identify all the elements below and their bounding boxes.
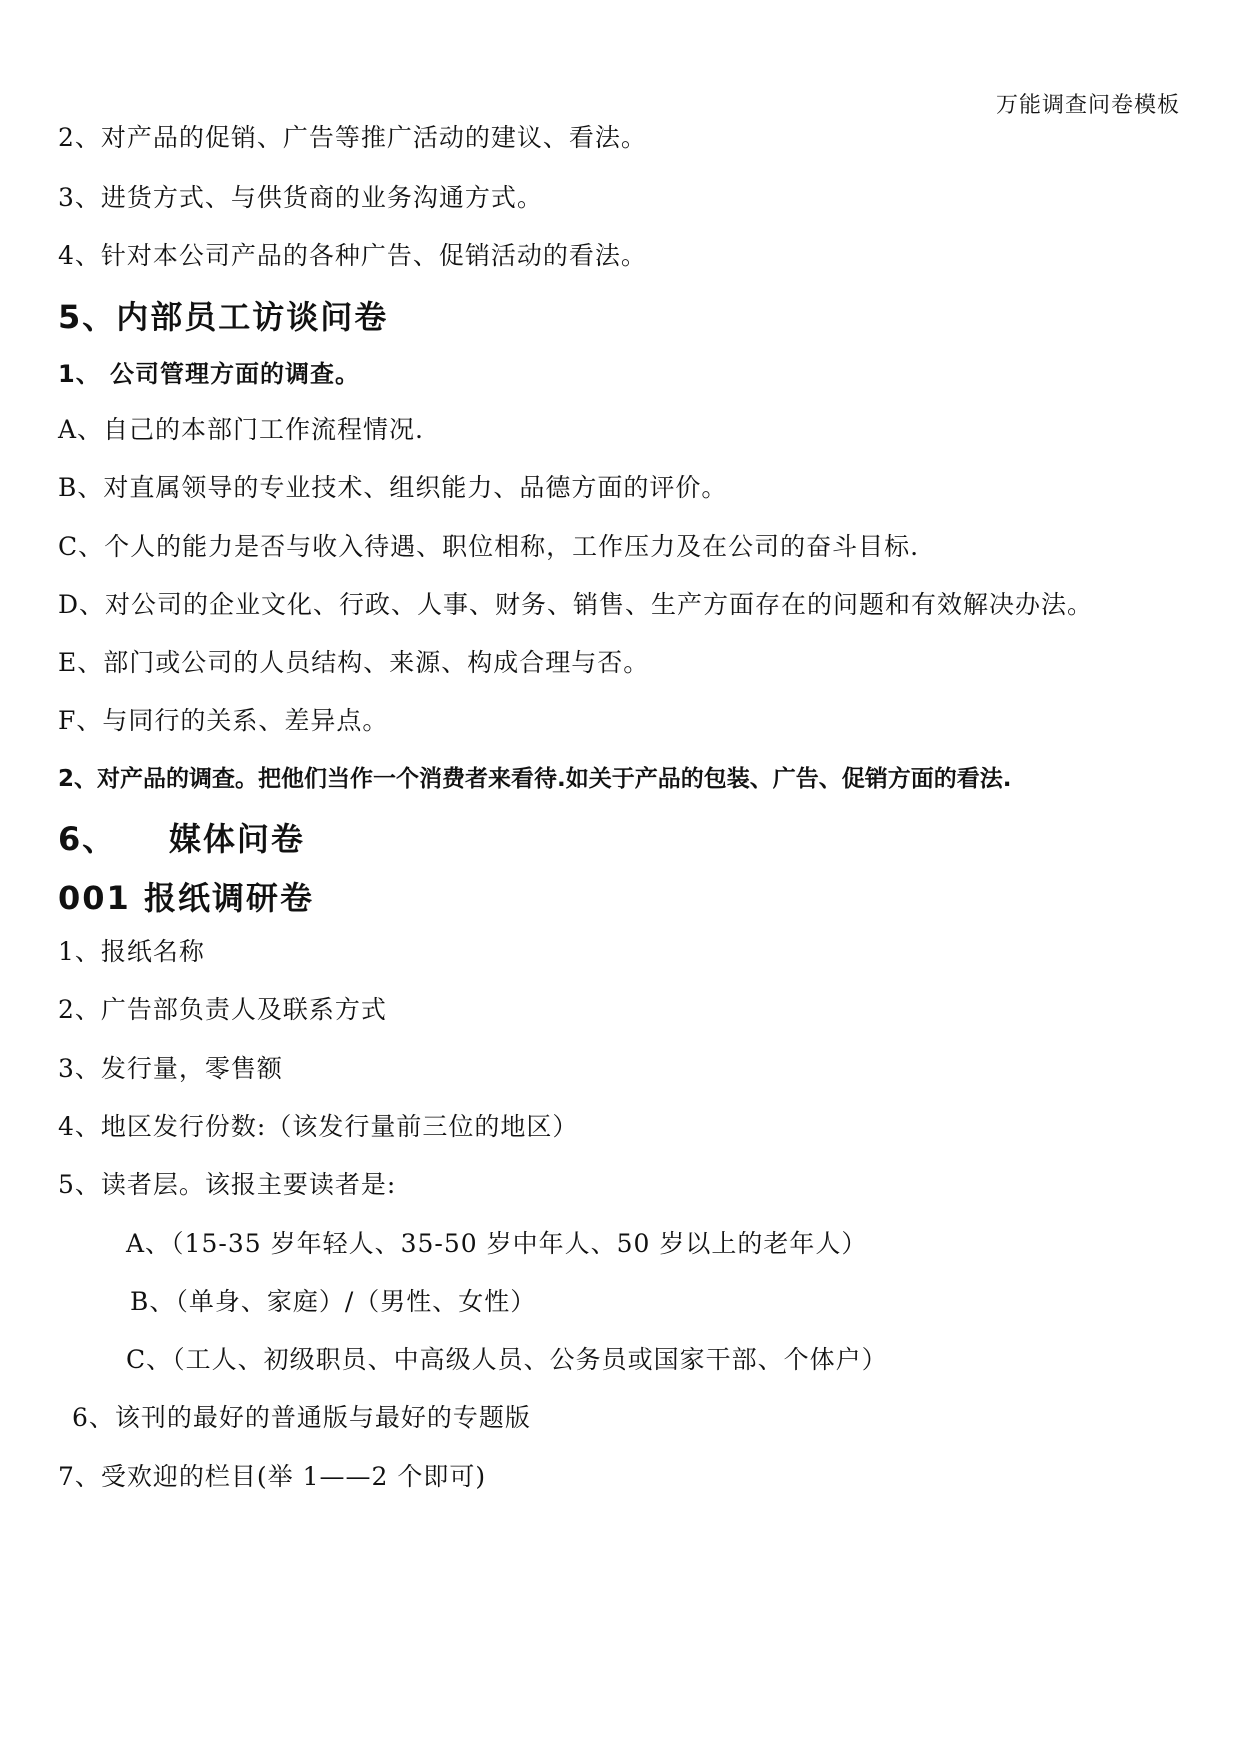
text-line: 2、广告部负责人及联系方式 bbox=[58, 995, 387, 1024]
text-line: F、与同行的关系、差异点。 bbox=[58, 706, 389, 735]
subheading-management: 1、 公司管理方面的调查。 bbox=[58, 360, 361, 388]
text-line: A、自己的本部门工作流程情况. bbox=[58, 415, 425, 444]
text-line: 3、进货方式、与供货商的业务沟通方式。 bbox=[58, 183, 543, 212]
text-line: 6、该刊的最好的普通版与最好的专题版 bbox=[72, 1403, 531, 1432]
text-line: 3、发行量，零售额 bbox=[58, 1054, 283, 1083]
text-line: A、（15-35 岁年轻人、35-50 岁中年人、50 岁以上的老年人） bbox=[126, 1229, 868, 1258]
text-line: 1、报纸名称 bbox=[58, 937, 205, 966]
text-line: 4、针对本公司产品的各种广告、促销活动的看法。 bbox=[58, 241, 647, 270]
section-heading-internal-staff: 5、内部员工访谈问卷 bbox=[58, 298, 389, 336]
text-line: B、（单身、家庭）/（男性、女性） bbox=[130, 1287, 537, 1316]
text-line: D、对公司的企业文化、行政、人事、财务、销售、生产方面存在的问题和有效解决办法。 bbox=[58, 590, 1094, 619]
text-line: E、部门或公司的人员结构、来源、构成合理与否。 bbox=[58, 648, 650, 677]
text-line: 4、地区发行份数:（该发行量前三位的地区） bbox=[58, 1112, 579, 1141]
text-line: C、个人的能力是否与收入待遇、职位相称，工作压力及在公司的奋斗目标. bbox=[58, 532, 920, 561]
page-header-title: 万能调查问卷模板 bbox=[995, 93, 1180, 118]
text-line: 7、受欢迎的栏目(举 1——2 个即可) bbox=[58, 1462, 487, 1491]
text-line: 2、对产品的促销、广告等推广活动的建议、看法。 bbox=[58, 123, 647, 152]
text-line: C、（工人、初级职员、中高级人员、公务员或国家干部、个体户） bbox=[126, 1345, 888, 1374]
section-heading-media: 6、 媒体问卷 bbox=[58, 820, 305, 858]
subheading-product-survey: 2、对产品的调查。把他们当作一个消费者来看待.如关于产品的包装、广告、促销方面的看法. bbox=[58, 766, 1012, 792]
text-line: B、对直属领导的专业技术、组织能力、品德方面的评价。 bbox=[58, 473, 728, 502]
text-line: 5、读者层。该报主要读者是: bbox=[58, 1170, 397, 1199]
section-heading-newspaper: 001 报纸调研卷 bbox=[58, 879, 314, 917]
